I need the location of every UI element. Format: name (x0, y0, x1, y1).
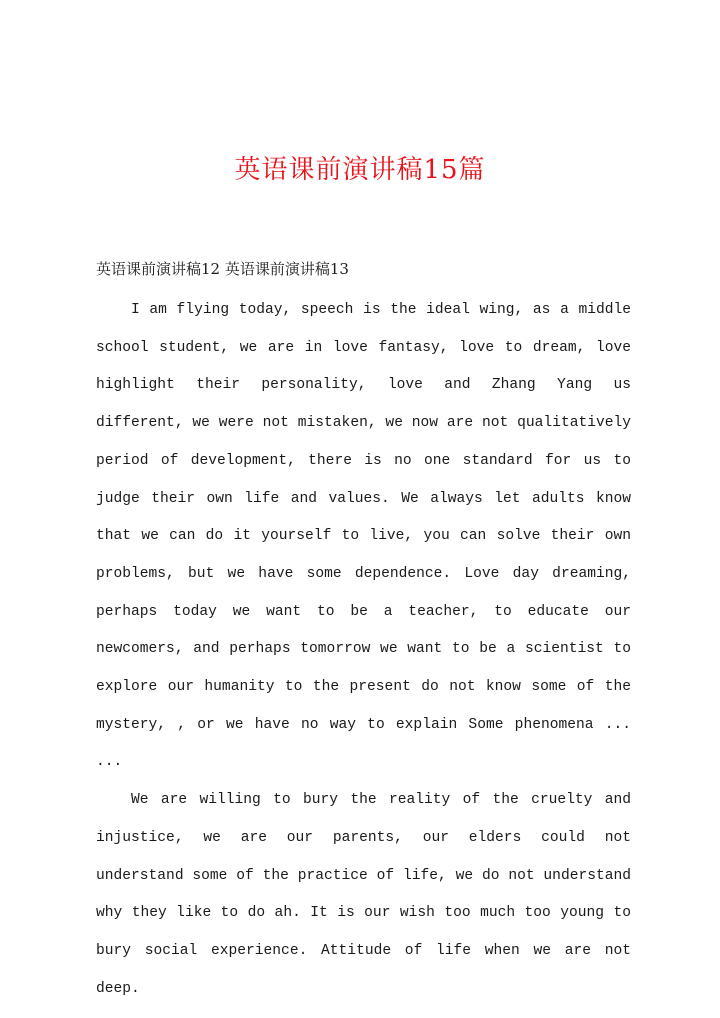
document-subtitle: 英语课前演讲稿12 英语课前演讲稿13 (96, 260, 349, 278)
paragraph-1: I am flying today, speech is the ideal wing, as a middle school student, we are in love fantasy, love to dream, love highlight their personality, love and Zhang Yang us different, we were not mistaken, we now are not qualitatively period of development, there is no one standard for us to judge their own life and values. We always let adults know that we can do it yourself to live, you can solve their own problems, but we have some dependence. Love day dreaming, perhaps today we want to be a teacher, to educate our newcomers, and perhaps tomorrow we want to be a scientist to explore our humanity to the present do not know some of the mystery, , or we have no way to explain Some phenomena ... ... (96, 302, 631, 771)
document-body (96, 292, 631, 1008)
document-title: 英语课前演讲稿15篇 (234, 155, 486, 185)
paragraph-2: We are willing to bury the reality of the cruelty and injustice, we are our parents, our elders could not understand some of the practice of life, we do not understand why they like to do ah. It is our wish too much too young to bury social experience. Attitude of life when we are not deep. (96, 792, 631, 997)
